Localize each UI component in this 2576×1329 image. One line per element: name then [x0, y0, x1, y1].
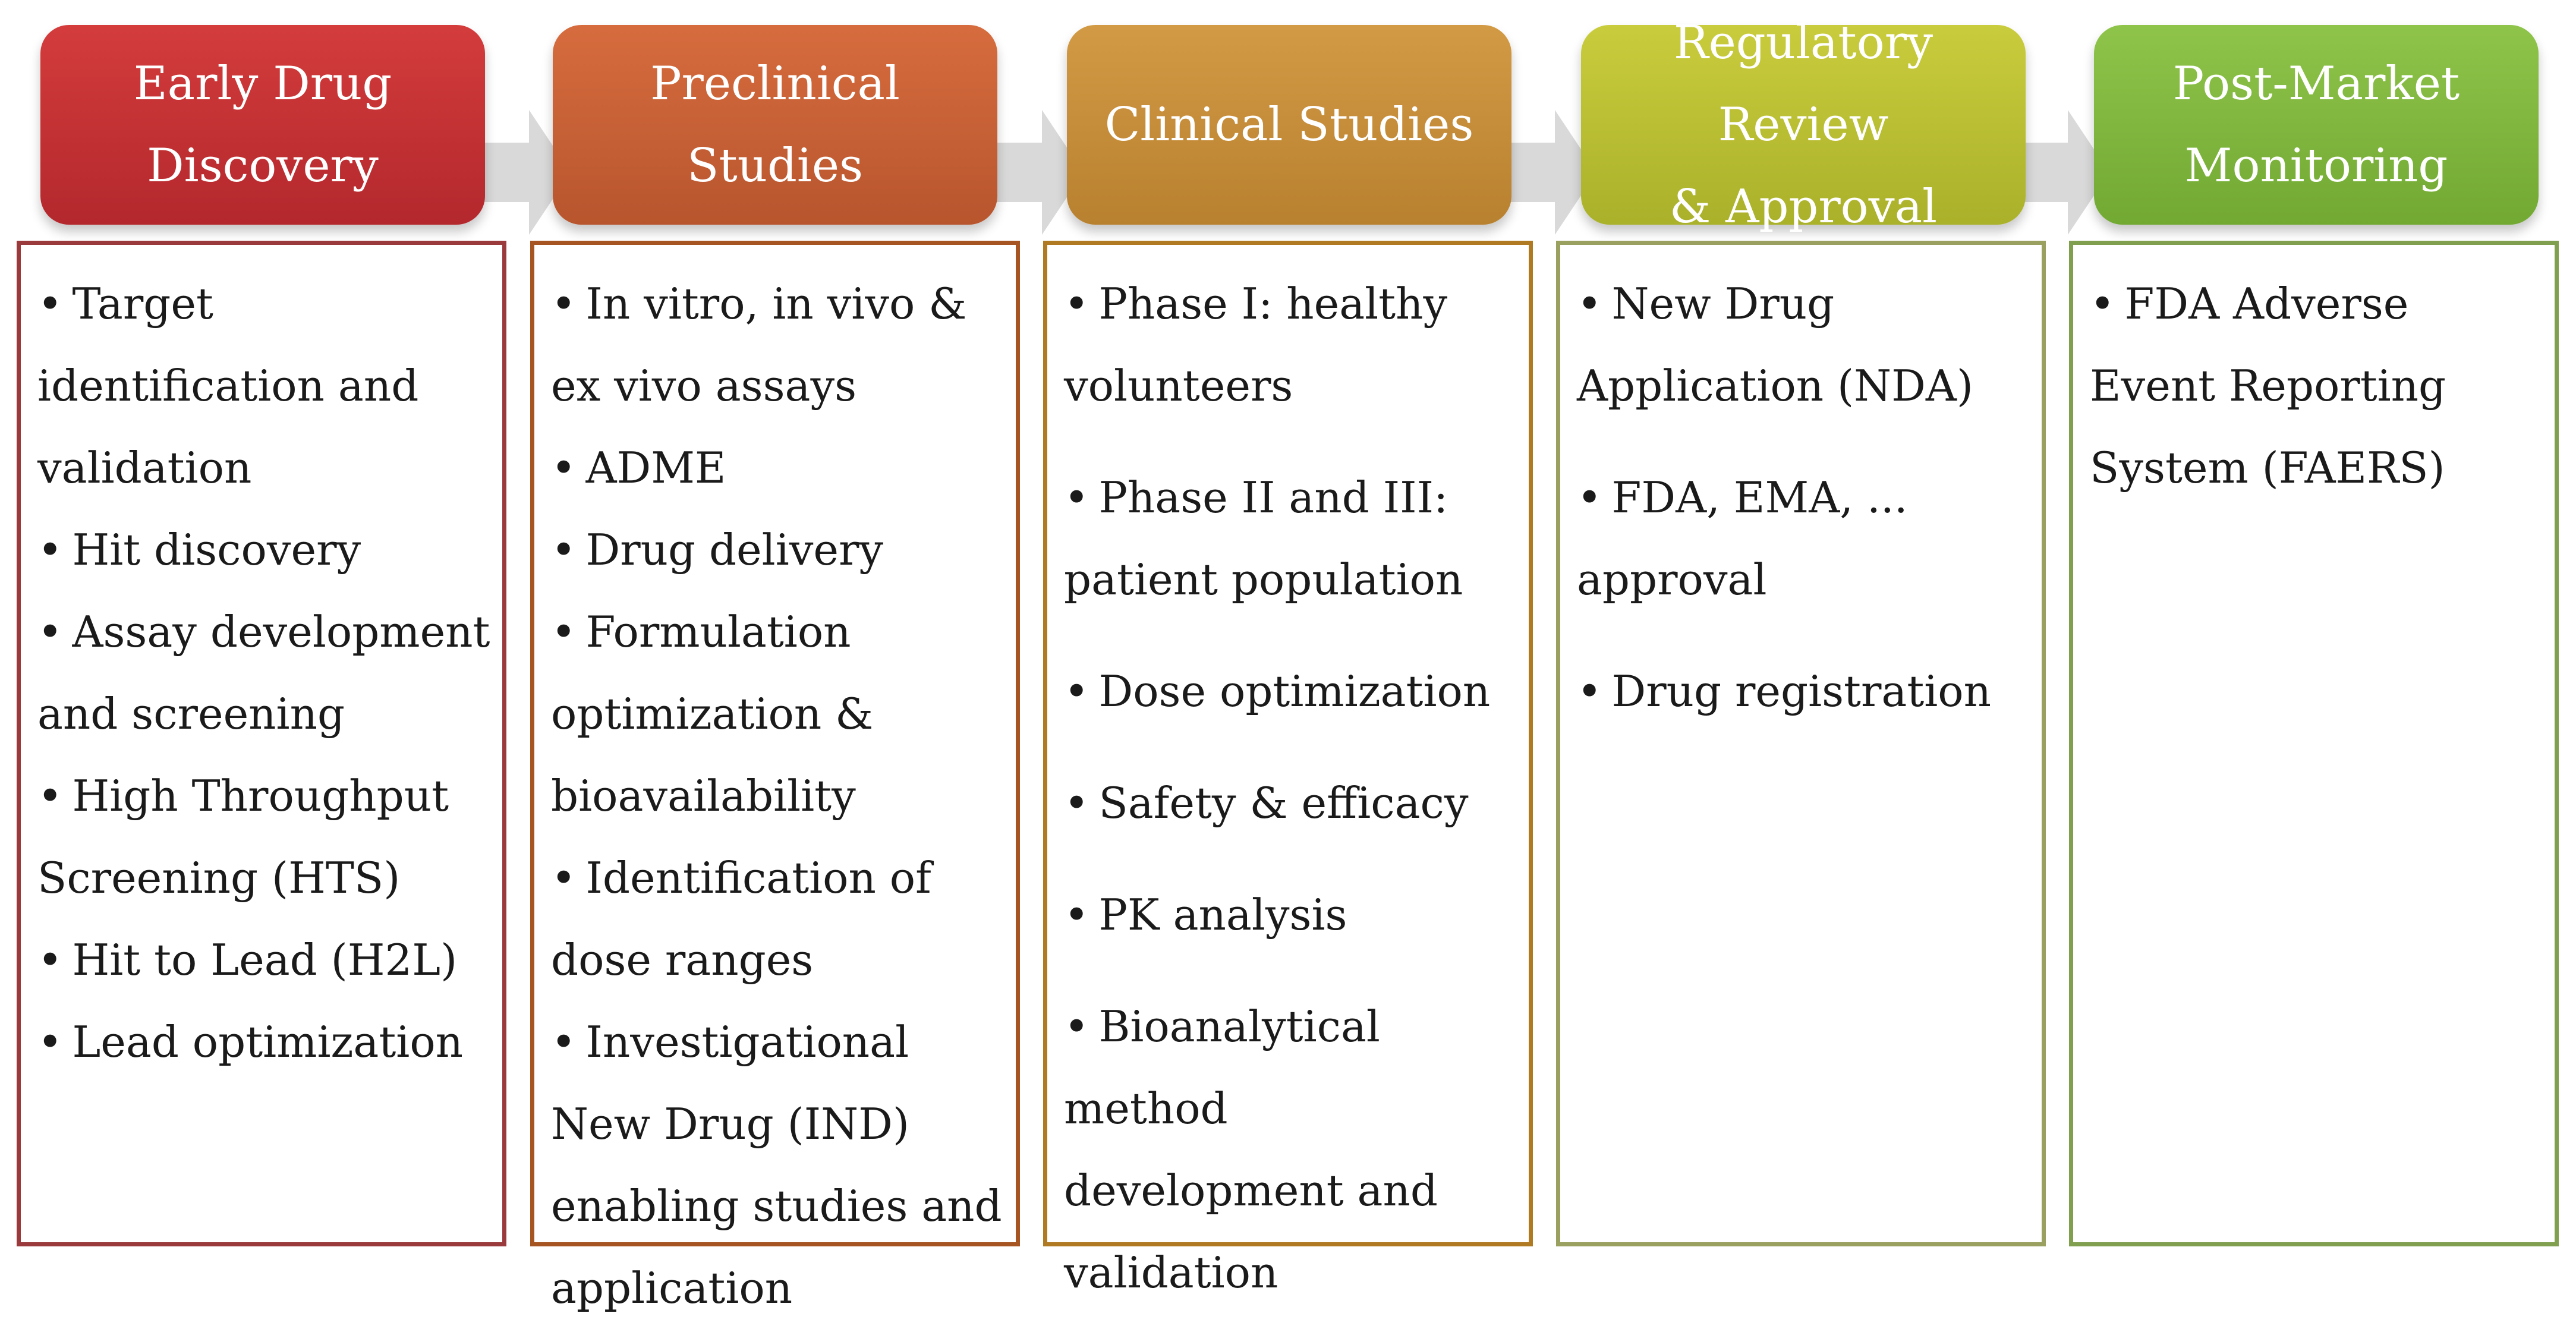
- bullet-item: [1577, 456, 2030, 621]
- stage-header-early-drug-discovery: [40, 25, 485, 225]
- stage-details-early-drug-discovery: [17, 241, 506, 1246]
- bullet-text: Drug delivery: [585, 525, 884, 575]
- bullet-icon: •: [1064, 666, 1089, 716]
- bullet-item: [37, 263, 490, 509]
- bullet-text: Phase I: healthy volunteers: [1064, 279, 1448, 411]
- bullet-item: [551, 427, 1004, 509]
- bullet-text: Hit discovery: [72, 525, 361, 575]
- bullet-item: [1064, 456, 1517, 621]
- bullet-icon: •: [551, 525, 577, 575]
- stage-title: Post-Market Monitoring: [2172, 57, 2460, 193]
- bullet-item: [1064, 650, 1517, 732]
- stage-header-preclinical-studies: [553, 25, 997, 225]
- bullet-icon: •: [1064, 1002, 1089, 1051]
- stage-title: Regulatory Review & Approval: [1669, 16, 1938, 234]
- bullet-item: [1064, 985, 1517, 1314]
- stage-details-post-market-monitoring: [2069, 241, 2559, 1246]
- stage-details-preclinical-studies: [530, 241, 1020, 1313]
- bullet-item: [37, 591, 490, 755]
- bullet-text: In vitro, in vivo & ex vivo assays: [551, 279, 967, 411]
- stage-header-post-market-monitoring: [2094, 25, 2539, 225]
- bullet-icon: •: [551, 279, 577, 329]
- bullet-item: [1064, 762, 1517, 844]
- bullet-item: [551, 591, 1004, 837]
- stage-title: Clinical Studies: [1104, 98, 1474, 152]
- bullet-item: [1064, 874, 1517, 956]
- stage-details-regulatory-review: [1556, 241, 2046, 1246]
- bullet-icon: •: [37, 525, 63, 575]
- bullet-item: [551, 509, 1004, 591]
- stage-header-clinical-studies: [1067, 25, 1511, 225]
- stage-header-regulatory-review: [1581, 16, 2026, 234]
- bullet-icon: •: [551, 1017, 577, 1067]
- bullet-item: [1577, 263, 2030, 427]
- bullet-text: PK analysis: [1098, 890, 1347, 940]
- bullet-text: FDA, EMA, ... approval: [1577, 473, 1908, 604]
- bullet-icon: •: [1064, 473, 1089, 522]
- bullet-text: Assay development and screening: [37, 607, 490, 739]
- bullet-text: Safety & efficacy: [1098, 778, 1469, 828]
- bullet-text: Hit to Lead (H2L): [72, 935, 458, 985]
- bullet-text: Lead optimization: [72, 1017, 464, 1067]
- bullet-item: [551, 1001, 1004, 1329]
- bullet-icon: •: [37, 607, 63, 657]
- bullet-icon: •: [1064, 890, 1089, 940]
- bullet-item: [551, 837, 1004, 1001]
- bullet-item: [1577, 650, 2030, 732]
- bullet-text: Phase II and III: patient population: [1064, 473, 1463, 604]
- bullet-icon: •: [37, 935, 63, 985]
- bullet-icon: •: [1577, 279, 1602, 329]
- bullet-item: [37, 509, 490, 591]
- bullet-icon: •: [1064, 279, 1089, 329]
- bullet-text: Target identification and validation: [37, 279, 419, 493]
- bullet-icon: •: [551, 443, 577, 493]
- bullet-item: [37, 755, 490, 919]
- bullet-icon: •: [1064, 778, 1089, 828]
- bullet-text: Investigational New Drug (IND) enabling studies and application: [551, 1017, 1002, 1313]
- bullet-icon: •: [37, 279, 63, 329]
- bullet-text: High Throughput Screening (HTS): [37, 771, 449, 903]
- bullet-text: New Drug Application (NDA): [1577, 279, 1973, 411]
- bullet-icon: •: [2090, 279, 2115, 329]
- stage-title: Early Drug Discovery: [133, 57, 392, 193]
- bullet-item: [37, 1001, 490, 1083]
- bullet-icon: •: [37, 1017, 63, 1067]
- bullet-icon: •: [1577, 473, 1602, 522]
- stage-title: Preclinical Studies: [650, 57, 900, 193]
- bullet-icon: •: [1577, 666, 1602, 716]
- bullet-text: FDA Adverse Event Reporting System (FAERS): [2090, 279, 2446, 493]
- bullet-item: [2090, 263, 2543, 509]
- bullet-icon: •: [551, 607, 577, 657]
- bullet-text: Identification of dose ranges: [551, 853, 931, 985]
- bullet-icon: •: [37, 771, 63, 821]
- bullet-item: [551, 263, 1004, 427]
- bullet-text: ADME: [585, 443, 726, 493]
- stage-details-clinical-studies: [1043, 241, 1533, 1297]
- bullet-text: Formulation optimization & bioavailability: [551, 607, 874, 821]
- bullet-item: [37, 919, 490, 1001]
- bullet-text: Dose optimization: [1098, 666, 1491, 716]
- bullet-item: [1064, 263, 1517, 427]
- bullet-icon: •: [551, 853, 577, 903]
- bullet-text: Drug registration: [1611, 666, 1992, 716]
- bullet-text: Bioanalytical method development and validation: [1064, 1002, 1438, 1297]
